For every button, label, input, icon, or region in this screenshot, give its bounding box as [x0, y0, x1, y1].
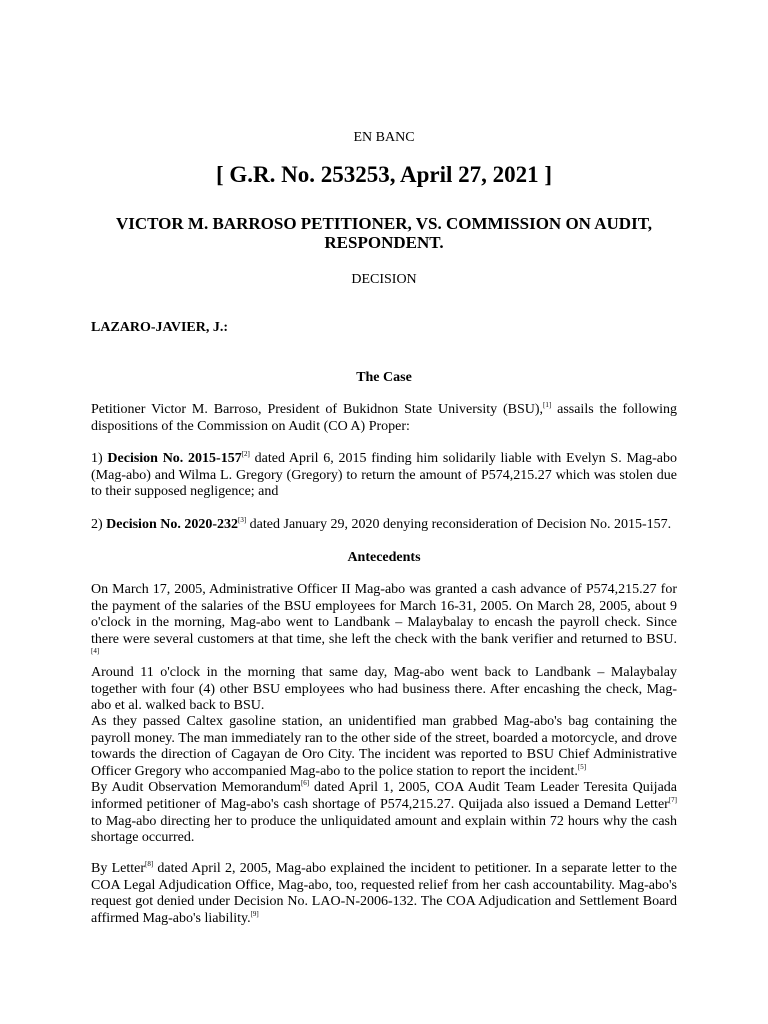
- case-parties-title: VICTOR M. BARROSO PETITIONER, VS. COMMISSION ON AUDIT, RESPONDENT.: [115, 214, 653, 252]
- ponente-name: LAZARO-JAVIER, J.:: [91, 320, 229, 335]
- footnote-link[interactable]: [7]: [668, 795, 677, 804]
- paragraph-antecedents-2: [91, 714, 677, 847]
- section-heading-the-case: The Case: [356, 370, 412, 385]
- footnote-link[interactable]: [2]: [241, 450, 250, 458]
- paragraph-text: dated January 29, 2020 denying reconsideration of Decision No. 2015-157.: [246, 517, 672, 532]
- paragraph-text: Around 11 o'clock in the morning that same day, Mag-abo went back to Landbank – Malaybalay together with four (4) other BSU employees who had business there. After encashing the check, Mag-abo et al. walked back to BSU.: [91, 664, 677, 714]
- footnote-link[interactable]: [5]: [577, 762, 587, 771]
- paragraph-text: By Letter: [91, 861, 145, 876]
- decision-reference: Decision No. 2015-157: [107, 451, 242, 466]
- paragraph-antecedents-3: [91, 861, 677, 927]
- footnote-link[interactable]: [1]: [543, 401, 552, 409]
- paragraph-antecedents-1: [91, 582, 677, 715]
- decision-reference: Decision No. 2020-232: [106, 517, 238, 532]
- paragraph-text: As they passed Caltex gasoline station, an unidentified man grabbed Mag-abo's bag containing the payroll money. The man immediately ran to the other side of the street, boarded a motorcycle, and drove towards the direction of Cagayan de Oro City. The incident was reported to BSU Chief Administrative Officer Gregory who accompanied Mag-abo to the police station to report the incident.: [91, 714, 677, 779]
- section-heading-antecedents: Antecedents: [347, 550, 421, 565]
- paragraph-text: By Audit Observation Memorandum: [91, 780, 301, 796]
- paragraph-text: dated April 2, 2005, Mag-abo explained the incident to petitioner. In a separate letter to the COA Legal Adjudication Office, Mag-abo, too, requested relief from her cash accountability. Mag-abo's request got denied under Decision No. LAO-N-2006-132. The COA Adjudication and Settlement Board affirmed Mag-abo's liability.: [91, 861, 677, 926]
- paragraph-intro: [91, 402, 677, 435]
- footnote-link[interactable]: [4]: [91, 647, 100, 656]
- footnote-link[interactable]: [6]: [300, 779, 310, 788]
- paragraph-text: Petitioner Victor M. Barroso, President of Bukidnon State University (BSU),: [91, 402, 544, 417]
- footnote-link[interactable]: [3]: [238, 516, 247, 524]
- document-type-label: DECISION: [351, 272, 417, 287]
- paragraph-text: to Mag-abo directing her to produce the unliquidated amount and explain within 72 hours why the cash shortage occurred.: [91, 813, 677, 846]
- paragraph-disposition-2: [91, 517, 677, 534]
- paragraph-disposition-1: [91, 451, 677, 501]
- list-number: 2): [91, 517, 107, 532]
- footnote-link[interactable]: [8]: [145, 860, 154, 868]
- footnote-link[interactable]: [9]: [250, 909, 259, 918]
- paragraph-text: assails the following dispositions of the Commission on Audit (CO A) Proper:: [91, 402, 677, 434]
- list-number: 1): [91, 451, 108, 466]
- paragraph-text: dated April 6, 2015 finding him solidarily liable with Evelyn S. Mag-abo (Mag-abo) and Wilma L. Gregory (Gregory) to return the amount of P574,215.27 which was stolen due to their supposed negligence; and: [91, 451, 677, 500]
- paragraph-text: dated April 1, 2005, COA Audit Team Leader Teresita Quijada informed petitioner of Mag-abo's cash shortage of P574,215.27. Quijada also issued a Demand Letter: [91, 780, 677, 812]
- case-number-heading: [ G.R. No. 253253, April 27, 2021 ]: [215, 162, 553, 187]
- court-division: EN BANC: [353, 130, 415, 145]
- paragraph-text: On March 17, 2005, Administrative Officer II Mag-abo was granted a cash advance of P574,215.27 for the payment of the salaries of the BSU employees for March 16-31, 2005. On March 28, 2005, about 9 o'clock in the morning, Mag-abo went to Landbank – Malaybalay to encash the payroll check. Since there were several customers at that time, she left the check with the bank verifier and returned to BSU.: [91, 582, 677, 647]
